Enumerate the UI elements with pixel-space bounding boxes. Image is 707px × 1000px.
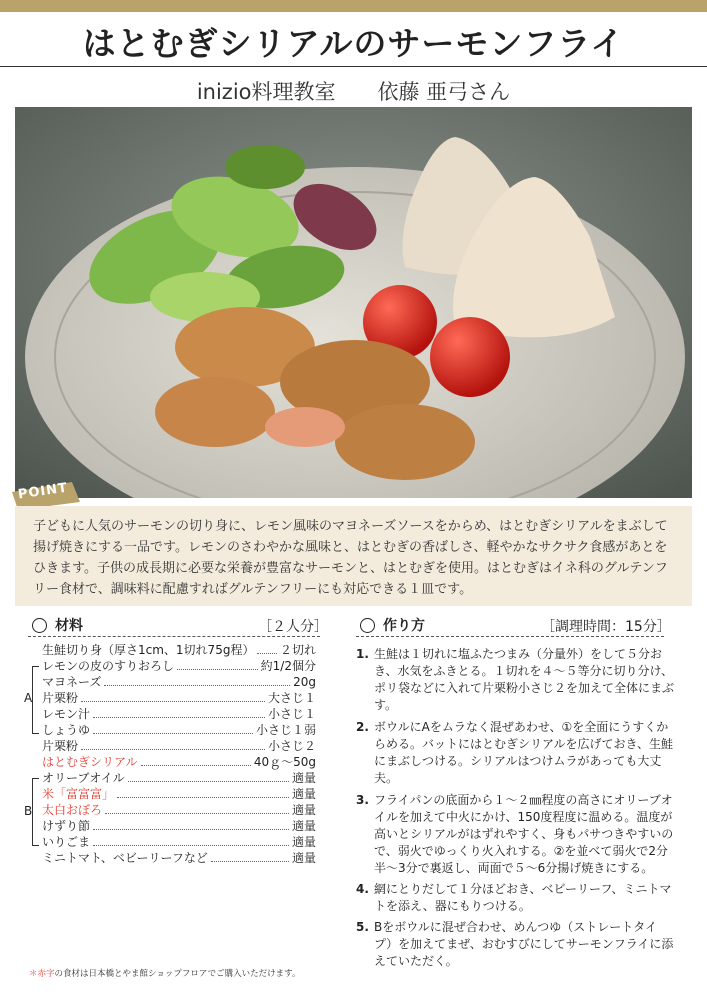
ingredient-row: けずり節 適量 — [42, 819, 316, 833]
method-step: 2. ボウルにAをムラなく混ぜあわせ、①を全面にうすくからめる。バットにはとむぎシリアルを広げておき、生鮭にまぶしつける。シリアルはつけムラがあっても大丈夫。 — [356, 720, 674, 785]
method-heading — [360, 615, 425, 635]
method-divider — [356, 636, 664, 637]
ingredients-divider — [28, 636, 320, 637]
ingredient-row: 米「富富富」 適量 — [42, 787, 316, 801]
ingredient-row: しょうゆ 小さじ１弱 — [42, 723, 316, 737]
group-a-bracket — [32, 666, 39, 734]
recipe-title: はとむぎシリアルのサーモンフライ — [82, 24, 625, 63]
ingredients-heading — [32, 615, 83, 635]
group-a-label: A — [24, 691, 33, 705]
circle-icon — [32, 618, 47, 633]
ingredient-row: レモンの皮のすりおろし 約1/2個分 — [42, 659, 316, 673]
group-b-bracket — [32, 778, 39, 846]
recipe-author: inizio料理教室 依藤 亜弓さん — [196, 80, 511, 104]
footnote: ＊赤字の食材は日本橋とやま館ショップフロアでご購入いただけます。 — [29, 969, 301, 979]
tomato — [430, 317, 510, 397]
top-accent-bar — [0, 0, 707, 12]
method-step: 1. 生鮭は１切れに塩ふたつまみ（分量外）をして５分おき、水気をふきとる。１切れを４～５等分に切り分け、ポリ袋などに入れて片栗粉小さじ２を加えて全体にまぶす。 — [356, 647, 675, 712]
ingredient-row: 片栗粉 大さじ１ — [42, 691, 316, 705]
ingredient-row: 片栗粉 小さじ２ — [42, 739, 316, 753]
method-step: 5. Bをボウルに混ぜ合わせ、めんつゆ（ストレートタイプ）を加えてまぜ、おむすびにしてサーモンフライに添えていただく。 — [356, 920, 674, 968]
method-heading-label: 作り方 — [383, 618, 425, 634]
group-b-label: B — [24, 804, 33, 818]
ingredient-row: 生鮭切り身（厚さ1cm、1切れ75g程） ２切れ — [42, 643, 316, 657]
servings: ［２人分］ — [258, 619, 328, 635]
title-divider — [0, 66, 707, 67]
point-label: POINT — [17, 480, 69, 503]
circle-icon — [360, 618, 375, 633]
ingredient-row: いりごま 適量 — [42, 835, 316, 849]
ingredient-row: はとむぎシリアル 40ｇ～50g — [42, 755, 316, 769]
dish-photo — [15, 107, 692, 498]
ingredient-row: ミニトマト、ベビーリーフなど 適量 — [42, 851, 316, 865]
method-step: 4. 網にとりだして１分ほどおき、ベビーリーフ、ミニトマトを添え、器にもりつける。 — [356, 882, 672, 913]
cooking-time: ［調理時間：15分］ — [541, 619, 671, 635]
recipe-description: 子どもに人気のサーモンの切り身に、レモン風味のマヨネーズソースをからめ、はとむぎシリアルをまぶして揚げ焼きにする一品です。レモンのさわやかな風味と、はとむぎの香ばしさ、軽やかなサクサク食感があとをひきます。子供の成長期に必要な栄養が豊富なサーモンと、はとむぎを使用。はとむぎはイネ科のグルテンフリー食材で、調味料に配慮すればグルテンフリーにも対応できる１皿です。 — [15, 506, 692, 606]
ingredient-row: 太白おぼろ 適量 — [42, 803, 316, 817]
ingredients-heading-label: 材料 — [55, 618, 83, 634]
ingredient-row: オリーブオイル 適量 — [42, 771, 316, 785]
ingredient-row: レモン汁 小さじ１ — [42, 707, 316, 721]
method-step: 3. フライパンの底面から１～２㎜程度の高さにオリーブオイルを加えて中火にかけ、150度程度に温める。温度が高いとシリアルがはずれやすく、身もパサつきやすいので、弱火でゆっくり火入れする。②を並べて弱火で2分半～3分で裏返し、両面で５～6分揚げ焼きにする。 — [356, 793, 674, 875]
ingredient-row: マヨネーズ 20g — [42, 675, 316, 689]
